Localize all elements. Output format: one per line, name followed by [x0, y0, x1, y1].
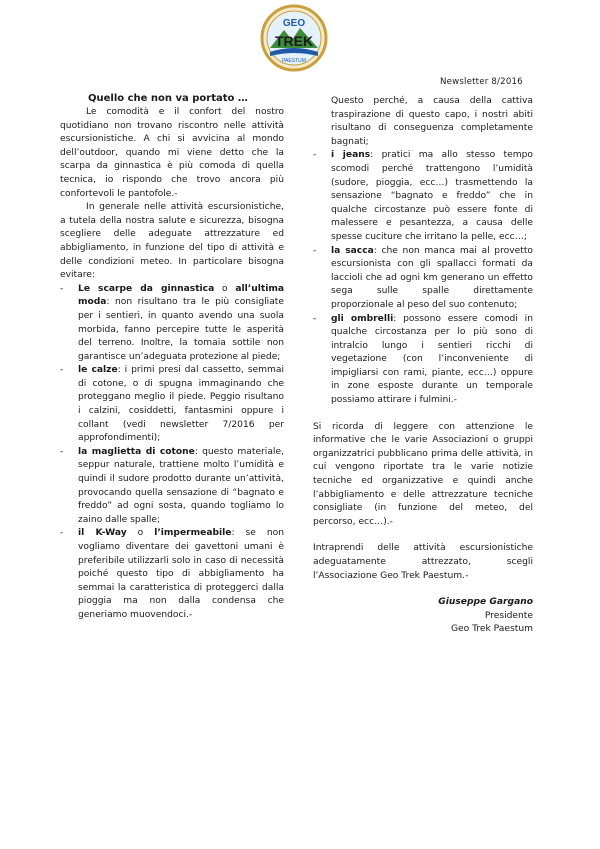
logo-paestum: PAESTUM	[282, 58, 306, 64]
avoid-list-right	[313, 149, 533, 407]
general-paragraph: In generale nelle attività escursionistiche, a tutela della nostra salute e sicurezza, bisogna scegliere delle adeguate attrezzature ed abbigliamento, in funzione del tipo di attività e delle condizioni meteo. In particolare bisogna evitare:	[60, 202, 284, 281]
intro-paragraph: Le comodità e il confort del nostro quotidiano non trovano riscontro nelle attività escursionistiche. A chi si avvicina al mondo dell’outdoor, quando mi viene detto che la scarpa da ginnastica è più comoda di quella tecnica, io rispondo che trovo ancora più confortevoli le pantofole.-	[60, 107, 284, 199]
list-item: - la maglietta di cotone: questo materiale, seppur naturale, trattiene molto l’umidità e quindi il sudore prodotto durante un’attività, provocando quella sensazione di “bagnato e freddo” ad ogni sosta, quando togliamo lo zaino dalle spalle;	[60, 446, 284, 525]
list-item: - Le scarpe da ginnastica o all’ultima moda: non risultano tra le più consigliate per i sentieri, in quanto avendo una suola morbida, fanno percepire tutte le asperità del terreno. Inoltre, la tomaia sottile non garantisce un’adeguata protezione al piede;	[60, 283, 284, 362]
logo-trek: TREK	[274, 33, 314, 49]
list-item: - i jeans: pratici ma allo stesso tempo scomodi perché trattengono l’umidità (sudore, pioggia, ecc…) trasmettendo la sensazione “bagnato e freddo” che in qualche circostanze può essere fonte di malessere e pesantezza, a causa delle spesse cuciture che irritano la pelle, ecc…;	[313, 150, 533, 242]
signature-org: Geo Trek Paestum	[450, 624, 533, 635]
geo-trek-logo	[260, 4, 328, 72]
closing-paragraph: Intraprendi delle attività escursionistiche adeguatamente attrezzato, scegli l’Associazione Geo Trek Paestum.-	[313, 543, 533, 581]
newsletter-label: Newsletter 8/2016	[440, 77, 523, 87]
logo-geo: GEO	[282, 18, 306, 29]
list-item: - la sacca: che non manca mai al provetto escursionista con gli spallacci formati da laccioli che ad ogni km generano un effetto sega sulle spalle direttamente proporzionale al peso del suo contenuto;	[313, 245, 533, 310]
list-item: - le calze: i primi presi dal cassetto, semmai di cotone, o di spugna immaginando che proteggano meglio il piede. Peggio risultano i calzini, cosiddetti, fantasmini oppure i collant (vedi newsletter 7/2016 per approfondimenti);	[60, 365, 284, 444]
left-column	[60, 106, 284, 623]
right-column	[313, 95, 533, 637]
list-item: - il K-Way o l’impermeabile: se non vogliamo diventare dei gavettoni umani è preferibile utilizzarli solo in caso di necessità poiché questo tipo di abbigliamento ha semmai la caratteristica di proteggerci dalla pioggia ma non dalla condensa che generiamo muovendoci.-	[60, 528, 284, 620]
avoid-list-left	[60, 283, 284, 623]
reminder-paragraph: Si ricorda di leggere con attenzione le informative che le varie Associazioni o gruppi organizzatrici pubblicano prima delle attività, in cui vengono riportate tra le varie notizie tecniche ed organizzative e quindi anche l’abbigliamento e delle attrezzature tecniche consigliate (in funzione del meteo, del percorso, ecc…).-	[313, 421, 533, 527]
signature-name: Giuseppe Gargano	[438, 597, 533, 608]
signature-role: Presidente	[484, 610, 533, 621]
list-item: - gli ombrelli: possono essere comodi in qualche circostanza per lo più sono di intralcio lungo i sentieri ricchi di vegetazione (con l’inconveniente di impigliarsi con rami, piante, ecc…) oppure in zone esposte durante un temporale possiamo attirare i fulmini.-	[313, 313, 533, 406]
continuation-paragraph: Questo perché, a causa della cattiva traspirazione di questo capo, i nostri abiti risultano di conseguenza completamente bagnati;	[331, 96, 533, 147]
article-title: Quello che non va portato …	[88, 93, 248, 104]
signature-block	[313, 596, 533, 637]
